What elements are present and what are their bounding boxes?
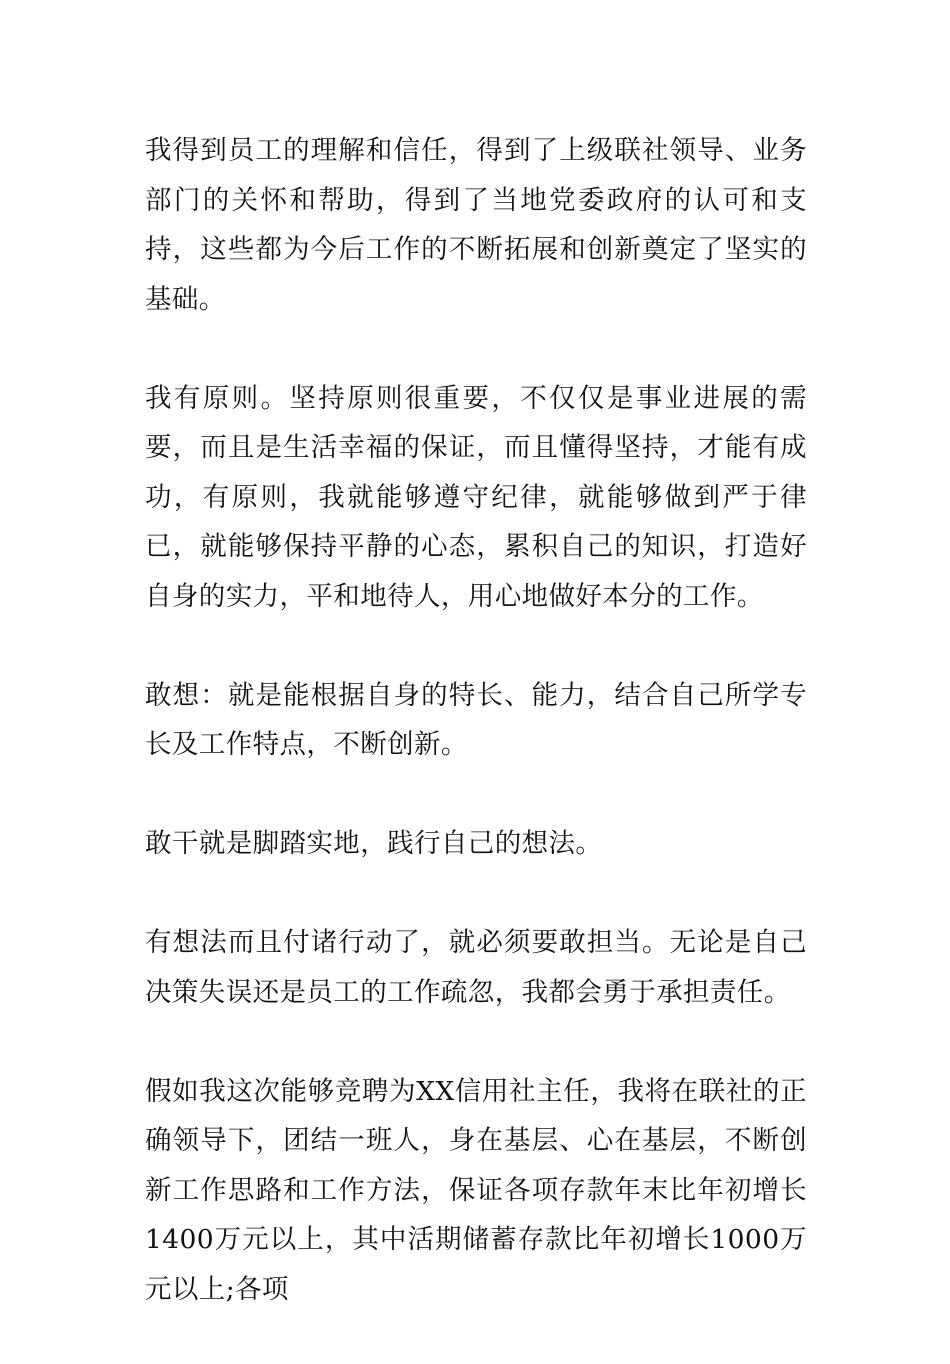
paragraph-2: 我有原则。坚持原则很重要，不仅仅是事业进展的需要，而且是生活幸福的保证，而且懂得坚持，才能有成功，有原则，我就能够遵守纪律，就能够做到严于律已，就能够保持平静的心态，累积自己的知识，打造好自身的实力，平和地待人，用心地做好本分的工作。 <box>145 382 807 612</box>
paragraph-5: 有想法而且付诸行动了，就必须要敢担当。无论是自己决策失误还是员工的工作疏忽，我都会勇于承担责任。 <box>145 927 807 1008</box>
document-body <box>145 126 807 1364</box>
paragraph-3: 敢想：就是能根据自身的特长、能力，结合自己所学专长及工作特点，不断创新。 <box>145 679 807 760</box>
paragraph-4: 敢干就是脚踏实地，践行自己的想法。 <box>145 828 603 859</box>
paragraph-6: 假如我这次能够竞聘为XX信用社主任，我将在联社的正确领导下，团结一班人，身在基层、心在基层，不断创新工作思路和工作方法，保证各项存款年末比年初增长1400万元以上，其中活期储蓄存款比年初增长1000万元以上;各项 <box>145 1075 807 1305</box>
paragraph-1: 我得到员工的理解和信任，得到了上级联社领导、业务部门的关怀和帮助，得到了当地党委政府的认可和支持，这些都为今后工作的不断拓展和创新奠定了坚实的基础。 <box>145 135 807 315</box>
